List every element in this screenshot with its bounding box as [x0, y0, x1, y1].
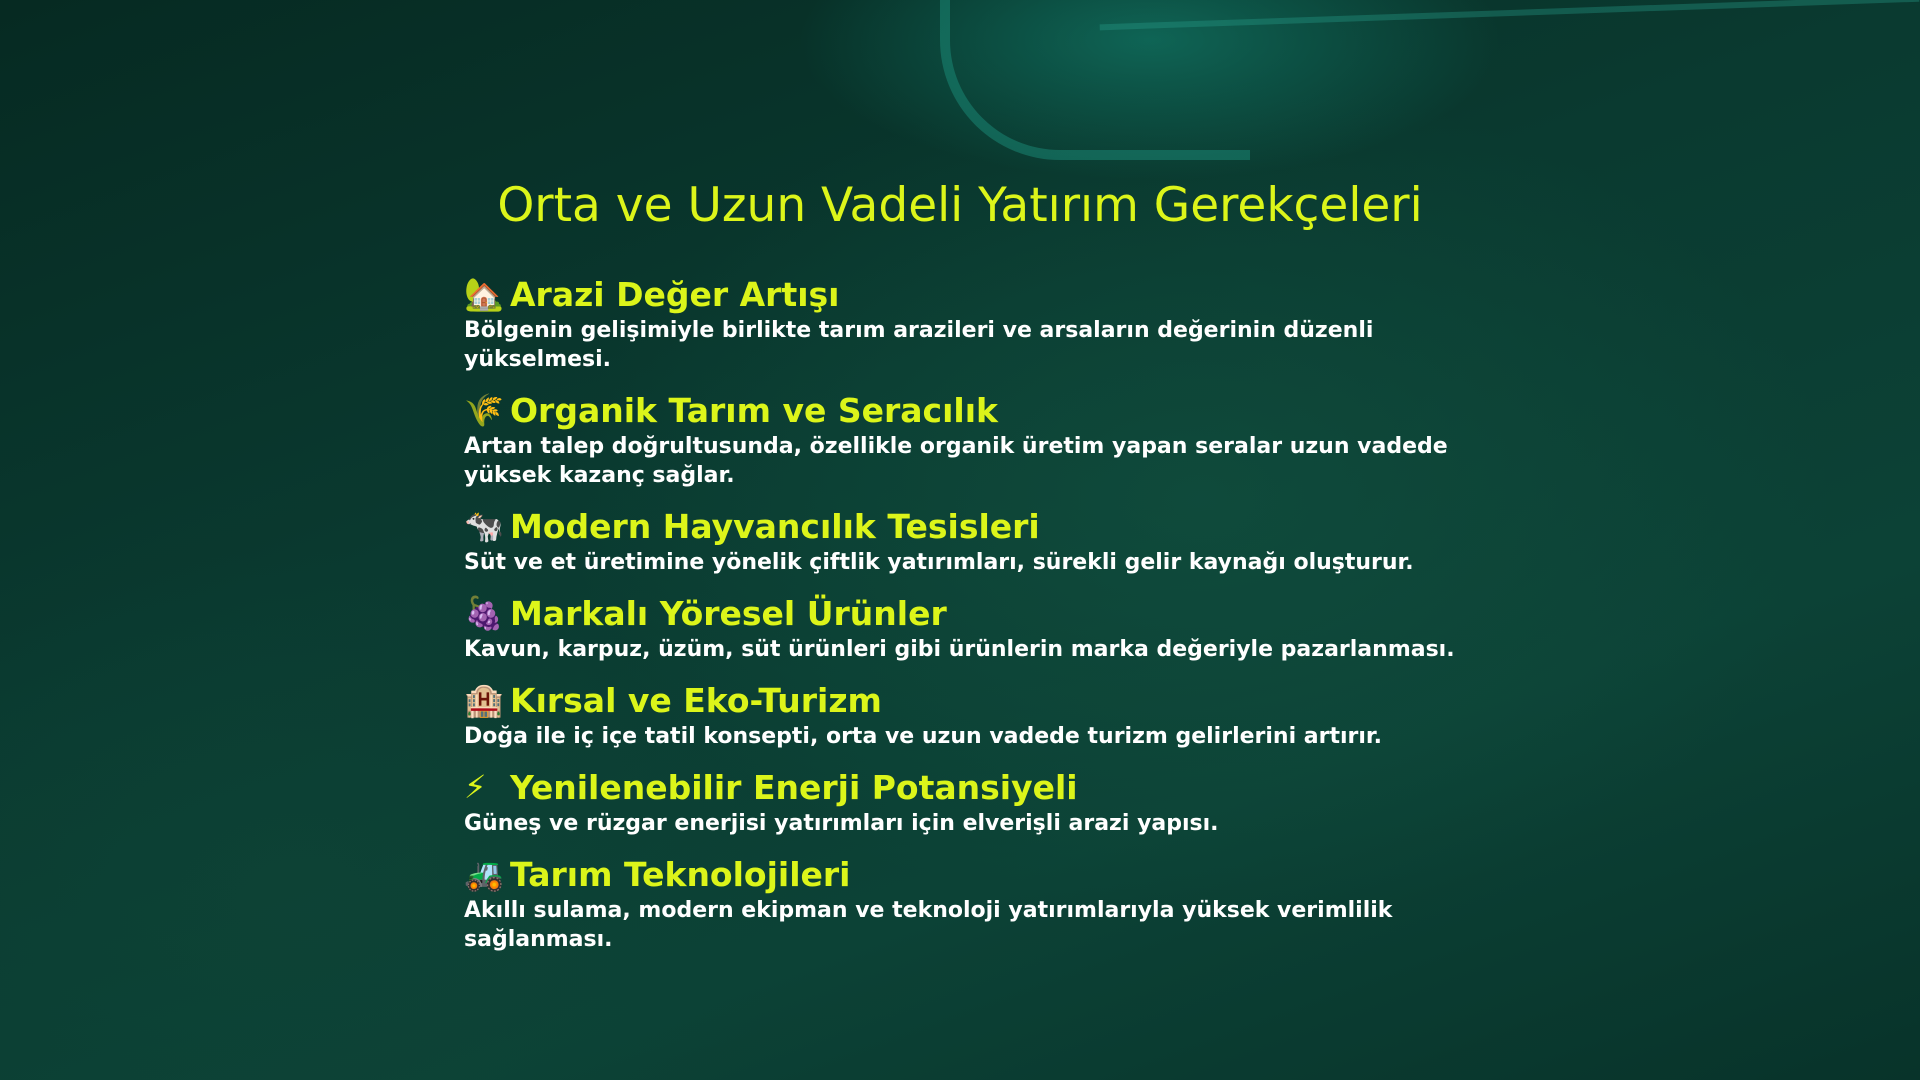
item-heading-row [464, 765, 1484, 809]
item-heading-row [464, 504, 1484, 548]
list-item [464, 272, 1484, 374]
wheat-icon: 🌾 [464, 391, 504, 429]
page-title: Orta ve Uzun Vadeli Yatırım Gerekçeleri [497, 178, 1423, 233]
item-heading: Tarım Teknolojileri [510, 854, 851, 894]
item-heading-row [464, 591, 1484, 635]
item-description: Güneş ve rüzgar enerjisi yatırımları için elverişli arazi yapısı. [464, 811, 1219, 836]
item-heading: Kırsal ve Eko-Turizm [510, 680, 882, 720]
tractor-icon: 🚜 [464, 855, 504, 893]
item-description: Doğa ile iç içe tatil konsepti, orta ve uzun vadede turizm gelirlerini artırır. [464, 724, 1382, 749]
item-heading-row [464, 388, 1484, 432]
item-heading-row [464, 678, 1484, 722]
item-heading: Arazi Değer Artışı [510, 274, 840, 314]
item-heading: Organik Tarım ve Seracılık [510, 390, 998, 430]
lightning-icon: ⚡ [464, 768, 487, 806]
item-heading: Yenilenebilir Enerji Potansiyeli [510, 767, 1078, 807]
item-description: Kavun, karpuz, üzüm, süt ürünleri gibi ürünlerin marka değeriyle pazarlanması. [464, 637, 1455, 662]
item-heading-row [464, 272, 1484, 316]
list-item [464, 388, 1484, 490]
item-description: Akıllı sulama, modern ekipman ve teknoloji yatırımlarıyla yüksek verimlilik sağlanması. [464, 898, 1393, 952]
list-item [464, 765, 1484, 838]
item-heading: Markalı Yöresel Ürünler [510, 593, 947, 633]
grapes-icon: 🍇 [464, 594, 504, 632]
item-description: Artan talep doğrultusunda, özellikle organik üretim yapan seralar uzun vadede yüksek kazanç sağlar. [464, 434, 1448, 488]
list-item [464, 678, 1484, 751]
hotel-icon: 🏨 [464, 681, 504, 719]
list-item [464, 504, 1484, 577]
house-garden-icon: 🏡 [464, 275, 504, 313]
reasons-list [464, 272, 1484, 968]
item-heading-row [464, 852, 1484, 896]
item-description: Bölgenin gelişimiyle birlikte tarım arazileri ve arsaların değerinin düzenli yükselmesi. [464, 318, 1374, 372]
list-item [464, 852, 1484, 954]
cow-icon: 🐄 [464, 507, 504, 545]
list-item [464, 591, 1484, 664]
item-description: Süt ve et üretimine yönelik çiftlik yatırımları, sürekli gelir kaynağı oluşturur. [464, 550, 1414, 575]
item-heading: Modern Hayvancılık Tesisleri [510, 506, 1040, 546]
